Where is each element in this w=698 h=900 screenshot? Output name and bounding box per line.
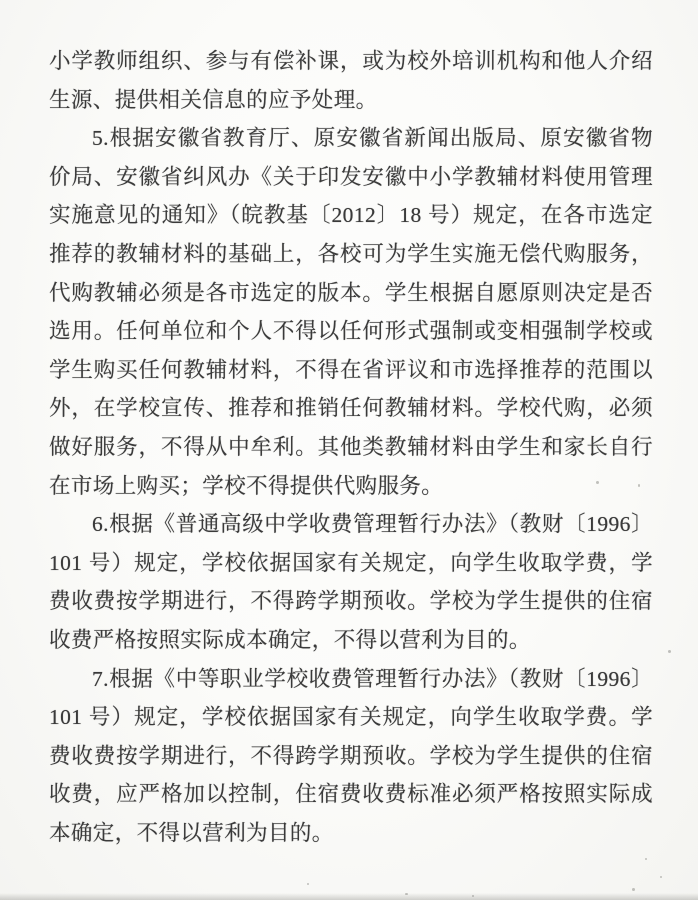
scan-speckle	[660, 876, 662, 878]
paragraph-continuation: 小学教师组织、参与有偿补课，或为校外培训机构和他人介绍生源、提供相关信息的应予处理。	[49, 49, 653, 112]
scan-speckle	[307, 883, 309, 885]
scan-speckle	[668, 650, 671, 653]
paragraph-item-7: 7.根据《中等职业学校收费管理暂行办法》（教财〔1996〕101 号）规定，学校依据国家有关规定，向学生收取学费。学费收费按学期进行，不得跨学期预收。学校为学生提供的住宿收费，应严格加以控制，住宿费收费标准必须严格按照实际成本确定，不得以营利为目的。	[49, 666, 653, 845]
scan-speckle	[645, 858, 647, 860]
scan-speckle	[638, 484, 640, 487]
scan-speckle	[632, 888, 635, 891]
document-body	[49, 42, 653, 852]
paragraph-item-5: 5.根据安徽省教育厅、原安徽省新闻出版局、原安徽省物价局、安徽省纠风办《关于印发安徽中小学教辅材料使用管理实施意见的通知》（皖教基〔2012〕18 号）规定，在各市选定推荐的教辅材料的基础上，各校可为学生实施无偿代购服务，代购教辅必须是各市选定的版本。学生根据自愿原则决定是否选用。任何单位和个人不得以任何形式强制或变相强制学校或学生购买任何教辅材料，不得在省评议和市选择推荐的范围以外，在学校宣传、推荐和推销任何教辅材料。学校代购，必须做好服务，不得从中牟利。其他类教辅材料由学生和家长自行在市场上购买；学校不得提供代购服务。	[49, 126, 653, 498]
paragraph-item-6: 6.根据《普通高级中学收费管理暂行办法》（教财〔1996〕101 号）规定，学校依据国家有关规定，向学生收取学费，学费收费按学期进行，不得跨学期预收。学校为学生提供的住宿收费严格按照实际成本确定，不得以营利为目的。	[49, 512, 653, 652]
scan-speckle	[596, 481, 599, 484]
scan-edge-shadow	[0, 893, 698, 900]
